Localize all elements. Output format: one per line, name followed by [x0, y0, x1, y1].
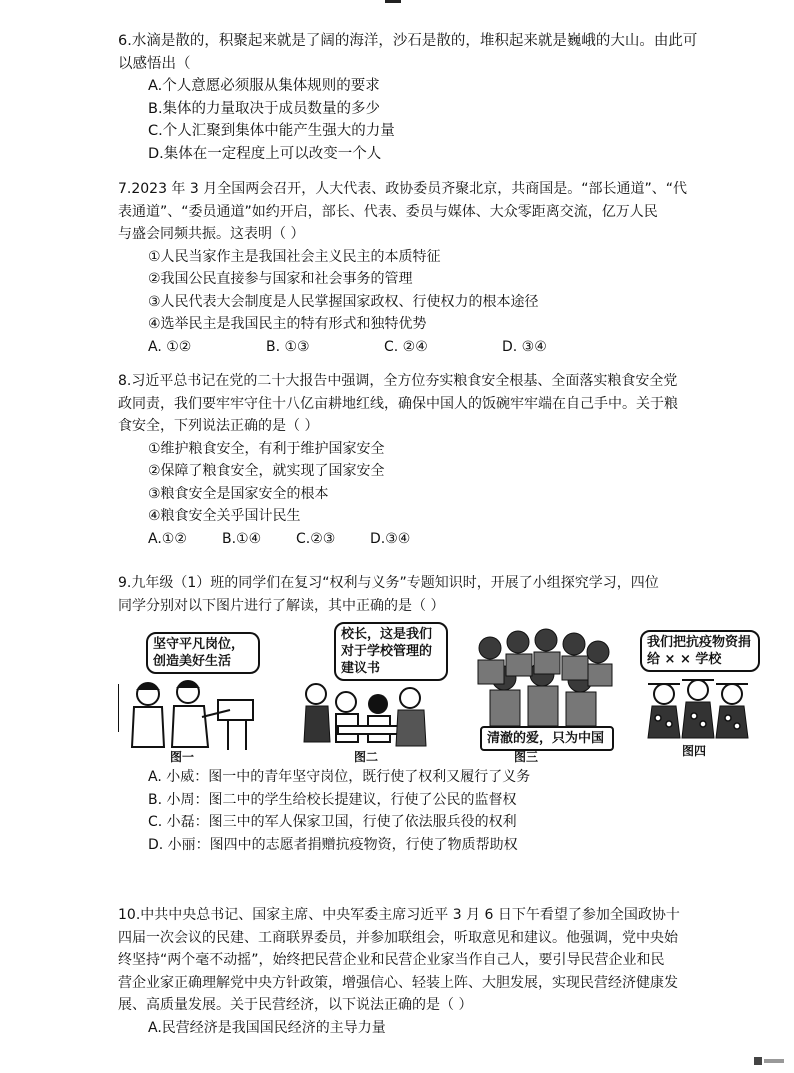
q6-stem-line-2: 以感悟出（: [118, 55, 191, 72]
q7-choice-a: A. ①②: [148, 338, 192, 355]
figure-3-illustration: [470, 622, 616, 762]
figure-2-illustration: [298, 622, 448, 762]
q8-choice-a: A.①②: [148, 530, 187, 547]
q9-option-d: D. 小丽：图四中的志愿者捐赠抗疫物资，行使了物质帮助权: [148, 836, 518, 853]
figure-4-illustration: [636, 622, 766, 762]
question-6: [118, 30, 718, 165]
q9-option-a: A. 小威：图一中的青年坚守岗位，既行使了权利又履行了义务: [148, 769, 531, 785]
q8-item-2: ②保障了粮食安全，就实现了国家安全: [148, 463, 385, 479]
q7-choices: [118, 336, 718, 359]
figure-1-speech-bubble: 坚守平凡岗位，创造美好生活: [146, 632, 260, 674]
q8-choices: [118, 528, 718, 551]
figure-4-caption: 图四: [682, 744, 707, 758]
q7-choice-c: C. ②④: [384, 338, 428, 355]
figure-1-illustration: [118, 622, 278, 762]
q6-stem-line-1: 6.水滴是散的，积聚起来就是了阔的海洋，沙石是散的，堆积起来就是巍峨的大山。由此可: [118, 33, 698, 49]
q8-stem-line-1: 8.习近平总书记在党的二十大报告中强调，全方位夯实粮食安全根基、全面落实粮食安全党: [118, 373, 678, 389]
q8-item-1: ①维护粮食安全，有利于维护国家安全: [148, 440, 385, 457]
figure-2-caption: 图二: [354, 750, 379, 764]
q8-stem-line-2: 政同责，我们要牢牢守住十八亿亩耕地红线，确保中国人的饭碗牢牢端在自己手中。关于粮: [118, 395, 678, 412]
figure-3-banner: 清澈的爱，只为中国: [480, 726, 614, 751]
figure-3-caption: 图三: [514, 750, 539, 764]
figure-2-speech-bubble: 校长，这是我们对于学校管理的建议书: [334, 622, 448, 681]
q6-option-c: C.个人汇聚到集体中能产生强大的力量: [148, 123, 395, 139]
question-9-options: [118, 766, 718, 856]
q8-choice-d: D.③④: [370, 530, 411, 547]
q8-choice-c: C.②③: [296, 530, 336, 547]
q9-stem-line-1: 9.九年级（1）班的同学们在复习“权利与义务”专题知识时，开展了小组探究学习，四位: [118, 575, 659, 591]
question-10: [118, 904, 718, 1039]
figure-4-volunteers-drawing: [636, 622, 766, 762]
q6-option-a: A.个人意愿必须服从集体规则的要求: [148, 78, 380, 94]
q7-choice-b: B. ①③: [266, 338, 310, 355]
q10-stem-line-3: 终坚持“两个毫不动摇”，始终把民营企业和民营企业家当作自己人，要引导民营企业和民: [118, 952, 665, 968]
q8-choice-b: B.①④: [222, 530, 262, 547]
q9-option-c: C. 小磊：图三中的军人保家卫国，行使了依法服兵役的权利: [148, 814, 517, 830]
figure-2-students-drawing: [298, 622, 448, 762]
q7-item-2: ②我国公民直接参与国家和社会事务的管理: [148, 271, 413, 287]
q10-stem-line-4: 营企业家正确理解党中央方针政策，增强信心、轻装上阵、大胆发展，实现民营经济健康发: [118, 974, 678, 991]
q7-stem-line-3: 与盛会同频共振。这表明（ ）: [118, 226, 305, 242]
scan-watermark-icon: [754, 1057, 784, 1067]
q10-option-a: A.民营经济是我国国民经济的主导力量: [148, 1019, 386, 1036]
q7-item-3: ③人民代表大会制度是人民掌握国家政权、行使权力的根本途径: [148, 293, 539, 310]
page-mark: [385, 0, 401, 3]
question-7: [118, 178, 718, 358]
q10-stem-line-1: 10.中共中央总书记、国家主席、中央军委主席习近平 3 月 6 日下午看望了参加全国政协十: [118, 907, 680, 923]
figure-1-caption: 图一: [170, 750, 195, 764]
q10-stem-line-2: 四届一次会议的民建、工商联界委员，并参加联组会，听取意见和建议。他强调，党中央始: [118, 929, 678, 946]
q7-item-4: ④选举民主是我国民主的特有形式和独特优势: [148, 316, 427, 332]
question-8: [118, 370, 718, 550]
q8-item-3: ③粮食安全是国家安全的根本: [148, 485, 329, 502]
q8-stem-line-3: 食安全，下列说法正确的是（ ）: [118, 418, 319, 434]
q7-choice-d: D. ③④: [502, 338, 547, 355]
figure-1-workers-drawing: [118, 622, 278, 762]
question-9: [118, 572, 718, 617]
q9-option-b: B. 小周：图二中的学生给校长提建议，行使了公民的监督权: [148, 791, 517, 808]
q9-stem-line-2: 同学分别对以下图片进行了解读，其中正确的是（ ）: [118, 597, 445, 614]
q7-stem-line-1: 7.2023 年 3 月全国两会召开，人大代表、政协委员齐聚北京，共商国是。“部长通道”、“代: [118, 181, 688, 197]
figure-4-speech-bubble: 我们把抗疫物资捐给 × × 学校: [640, 630, 760, 672]
q7-item-1: ①人民当家作主是我国社会主义民主的本质特征: [148, 248, 441, 265]
q8-item-4: ④粮食安全关乎国计民生: [148, 508, 301, 524]
q6-option-b: B.集体的力量取决于成员数量的多少: [148, 100, 381, 117]
q7-stem-line-2: 表通道”、“委员通道”如约开启，部长、代表、委员与媒体、大众零距离交流，亿万人民: [118, 203, 658, 220]
q6-option-d: D.集体在一定程度上可以改变一个人: [148, 145, 382, 162]
q10-stem-line-5: 展、高质量发展。关于民营经济，以下说法正确的是（ ）: [118, 997, 473, 1013]
